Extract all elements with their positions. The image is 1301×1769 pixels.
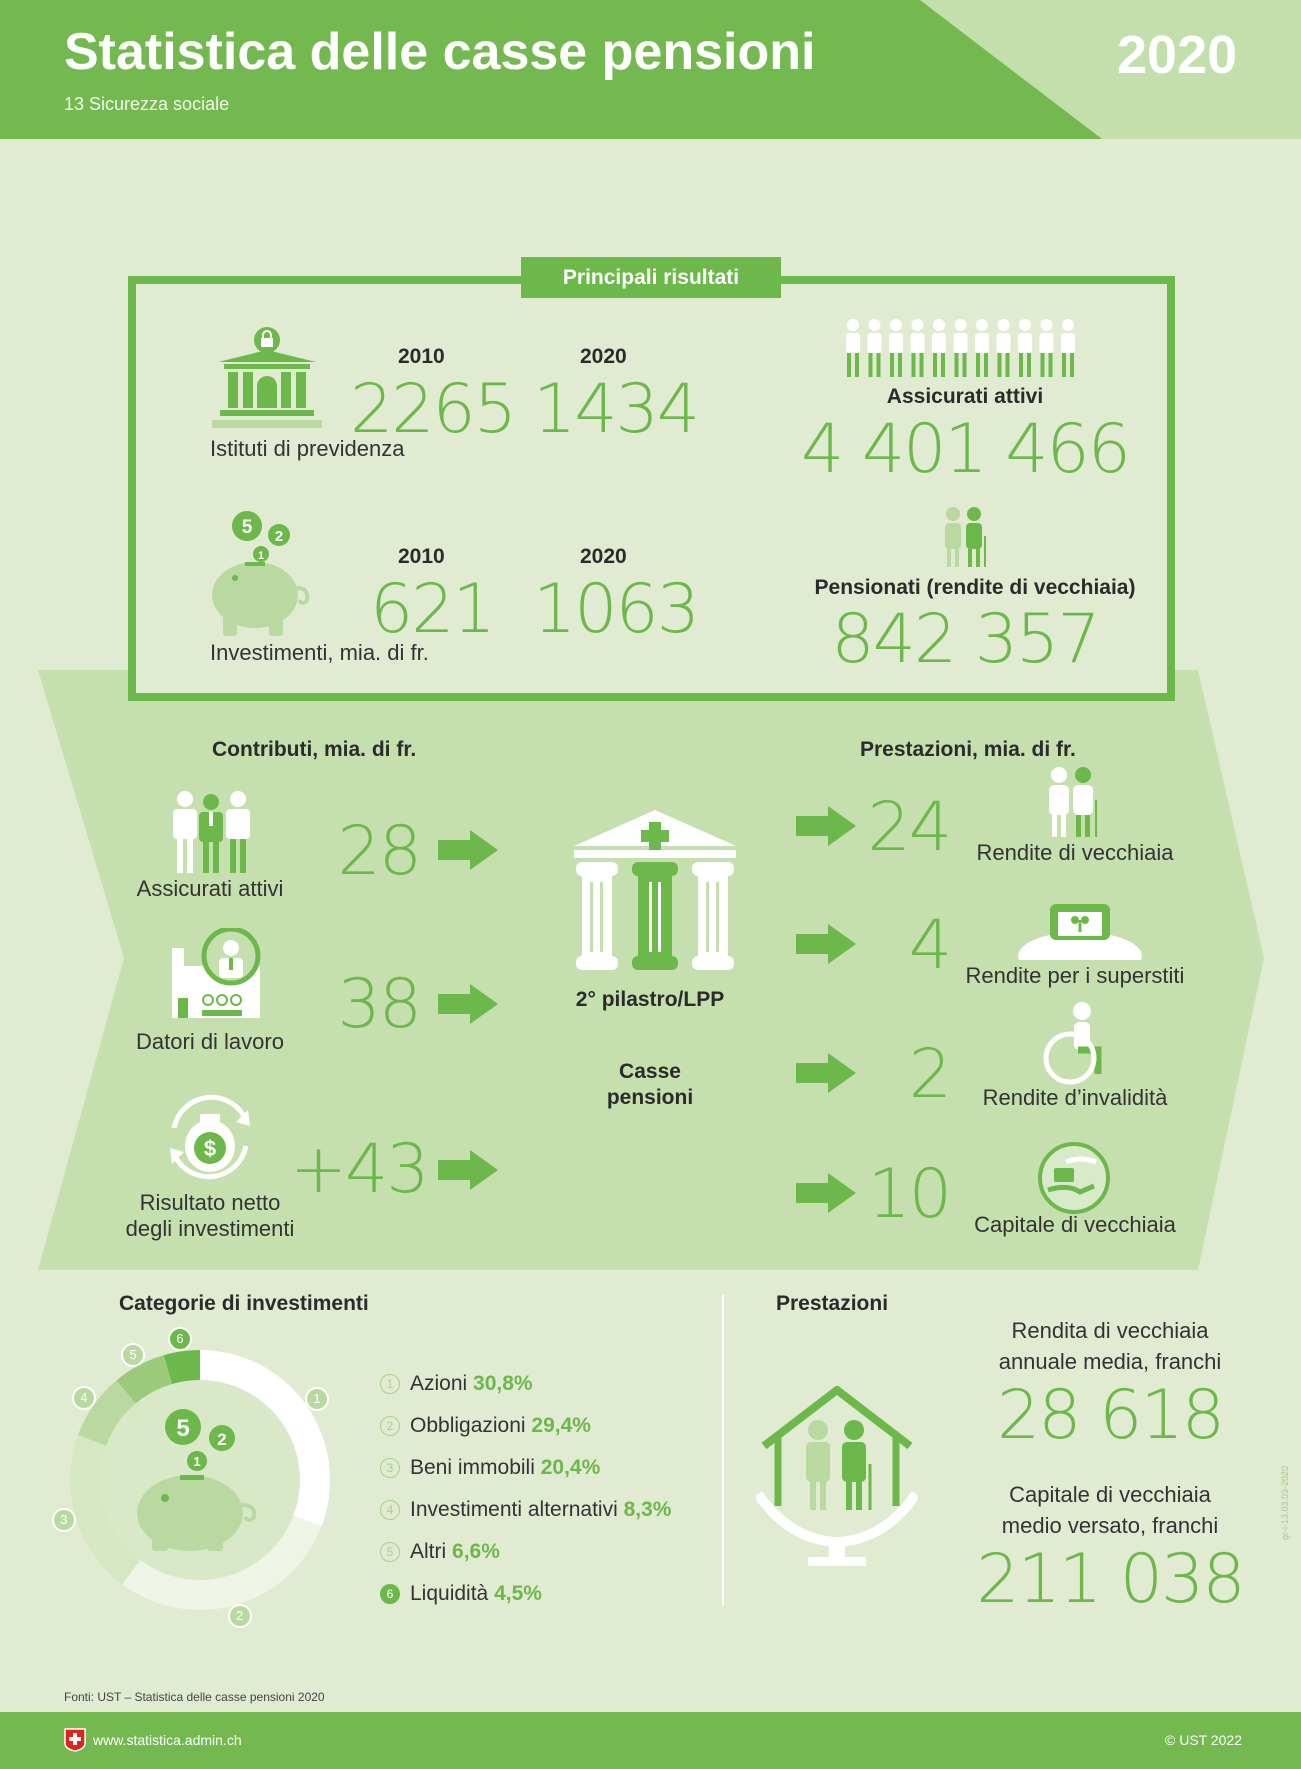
pensioners-label: Pensionati (rendite di vecchiaia): [814, 576, 1136, 599]
benefit-old-age-value: 24: [867, 788, 950, 867]
legend-item-liquidita: [380, 1582, 542, 1606]
hand-money-icon: [1036, 1140, 1112, 1216]
avg-pension-label-1: Rendita di vecchiaia: [1011, 1318, 1209, 1343]
svg-text:2: 2: [274, 528, 284, 545]
arrow-right-icon: [436, 828, 500, 872]
legend-num: 6: [380, 1584, 400, 1604]
legend-num: 4: [380, 1500, 400, 1520]
legend-pct: 8,3%: [623, 1498, 672, 1521]
pensioners-value: 842 357: [831, 600, 1099, 679]
header-year: 2020: [1117, 25, 1238, 85]
person-icon: [975, 319, 989, 377]
person-icon: [868, 319, 882, 377]
person-icon: [932, 319, 946, 377]
workers-icon: [168, 790, 258, 875]
investments-year-2020: 2020: [580, 545, 627, 568]
legend-num: 1: [380, 1374, 400, 1394]
pension-fund-temple-icon: [570, 808, 740, 974]
money-bag-cycle-icon: [160, 1090, 260, 1185]
investments-value-2020: 1063: [533, 570, 699, 649]
main-results-title: Principali risultati: [521, 257, 781, 298]
factory-employer-icon: [168, 928, 268, 1020]
benefit-survivors-value: 4: [908, 906, 950, 985]
elderly-couple-icon: [940, 506, 990, 568]
person-icon: [1040, 319, 1054, 377]
donut-label-3: 3: [52, 1508, 76, 1532]
avg-capital-value: 211 038: [976, 1540, 1244, 1619]
legend-num: 3: [380, 1458, 400, 1478]
side-code: gr-i-13.03.03-2020: [1280, 1465, 1290, 1540]
donut-label-2: 2: [228, 1604, 252, 1628]
legend-name: Liquidità: [410, 1582, 489, 1605]
donut-label-4: 4: [72, 1386, 96, 1410]
svg-text:$: $: [203, 1136, 217, 1161]
legend-pct: 20,4%: [540, 1456, 601, 1479]
source-note: Fonti: UST – Statistica delle casse pensioni 2020: [64, 1690, 325, 1704]
contribution-employers-value: 38: [337, 965, 420, 1044]
legend-item-investimenti-alternativi: [380, 1498, 671, 1522]
insured-people-icon: [845, 318, 1085, 380]
benefit-disability-label: Rendite d’invalidità: [982, 1085, 1168, 1110]
section-divider: [722, 1295, 724, 1605]
legend-pct: 6,6%: [452, 1540, 500, 1563]
investment-categories-title: Categorie di investimenti: [119, 1292, 369, 1315]
bank-icon: [210, 326, 325, 434]
active-insured-value: 4 401 466: [800, 410, 1130, 489]
center-funds-label-1: Casse: [619, 1060, 681, 1083]
legend-num: 2: [380, 1416, 400, 1436]
person-icon: [1018, 319, 1032, 377]
person-icon: [911, 319, 925, 377]
legend-name: Obbligazioni: [410, 1414, 526, 1437]
active-insured-label: Assicurati attivi: [886, 385, 1044, 408]
investments-label: Investimenti, mia. di fr.: [210, 640, 429, 665]
svg-text:5: 5: [241, 517, 253, 538]
donut-label-5: 5: [121, 1343, 145, 1367]
legend-item-beni-immobili: [380, 1456, 600, 1480]
elderly-couple-icon: [1044, 766, 1100, 838]
institutions-year-2010: 2010: [398, 345, 445, 368]
piggy-bank-icon: [205, 510, 315, 640]
legend-item-altri: [380, 1540, 500, 1564]
page-subtitle: 13 Sicurezza sociale: [64, 94, 230, 114]
contribution-investments-label-1: Risultato netto: [139, 1190, 281, 1215]
swiss-flag-icon: [64, 1728, 86, 1752]
legend-name: Azioni: [410, 1372, 468, 1395]
donut-label-1: 1: [305, 1387, 329, 1411]
contributions-title: Contributi, mia. di fr.: [212, 738, 417, 761]
gravestone-icon: [1018, 898, 1142, 960]
svg-text:1: 1: [193, 1454, 201, 1469]
contribution-insured-label: Assicurati attivi: [136, 876, 284, 901]
person-icon: [846, 319, 860, 377]
arrow-right-icon: [436, 982, 500, 1026]
contribution-employers-label: Datori di lavoro: [136, 1029, 284, 1054]
wheelchair-icon: [1040, 1000, 1114, 1086]
svg-text:1: 1: [257, 550, 265, 562]
institutions-year-2020: 2020: [580, 345, 627, 368]
donut-label-6: 6: [168, 1327, 192, 1351]
institutions-label: Istituti di previdenza: [210, 436, 405, 461]
benefit-survivors-label: Rendite per i superstiti: [965, 963, 1185, 988]
center-funds-label-2: pensioni: [606, 1086, 694, 1109]
institutions-value-2020: 1434: [533, 370, 699, 449]
contribution-investments-value: +43: [290, 1130, 428, 1209]
legend-num: 5: [380, 1542, 400, 1562]
arrow-right-icon: [794, 1051, 858, 1095]
person-icon: [997, 319, 1011, 377]
legend-name: Beni immobili: [410, 1456, 535, 1479]
legend-pct: 29,4%: [531, 1414, 591, 1437]
avg-pension-label-2: annuale media, franchi: [998, 1349, 1222, 1374]
house-hands-elderly-icon: [756, 1386, 918, 1566]
legend-item-obbligazioni: [380, 1414, 591, 1438]
person-icon: [954, 319, 968, 377]
avg-capital-label-1: Capitale di vecchiaia: [1009, 1482, 1211, 1507]
legend-name: Altri: [410, 1540, 447, 1563]
benefit-capital-label: Capitale di vecchiaia: [974, 1212, 1176, 1237]
institutions-value-2010: 2265: [350, 370, 516, 449]
footer-website-link[interactable]: www.statistica.admin.ch: [93, 1732, 242, 1748]
person-icon: [889, 319, 903, 377]
arrow-right-icon: [436, 1148, 500, 1192]
avg-capital-label-2: medio versato, franchi: [1001, 1513, 1219, 1538]
piggy-bank-icon: [125, 1405, 265, 1555]
benefits-panel-title: Prestazioni: [776, 1292, 889, 1315]
legend-pct: 30,8%: [473, 1372, 533, 1395]
legend-name: Investimenti alternativi: [410, 1498, 618, 1521]
arrow-right-icon: [794, 922, 858, 966]
benefit-disability-value: 2: [908, 1035, 950, 1114]
benefits-title: Prestazioni, mia. di fr.: [860, 738, 1076, 761]
contribution-investments-label-2: degli investimenti: [125, 1216, 295, 1241]
benefit-old-age-label: Rendite di vecchiaia: [976, 840, 1174, 865]
svg-text:5: 5: [176, 1415, 190, 1442]
legend-item-azioni: [380, 1372, 533, 1396]
arrow-right-icon: [794, 804, 858, 848]
center-pillar-label: 2° pilastro/LPP: [575, 988, 725, 1011]
investments-year-2010: 2010: [398, 545, 445, 568]
investments-value-2010: 621: [370, 570, 494, 649]
page-title: Statistica delle casse pensioni: [64, 23, 816, 81]
contribution-insured-value: 28: [337, 812, 420, 891]
person-icon: [1061, 319, 1075, 377]
benefit-capital-value: 10: [867, 1155, 950, 1234]
legend-pct: 4,5%: [494, 1582, 542, 1605]
avg-pension-value: 28 618: [997, 1376, 1223, 1455]
svg-text:2: 2: [217, 1430, 227, 1449]
footer-copyright: © UST 2022: [1165, 1732, 1242, 1748]
